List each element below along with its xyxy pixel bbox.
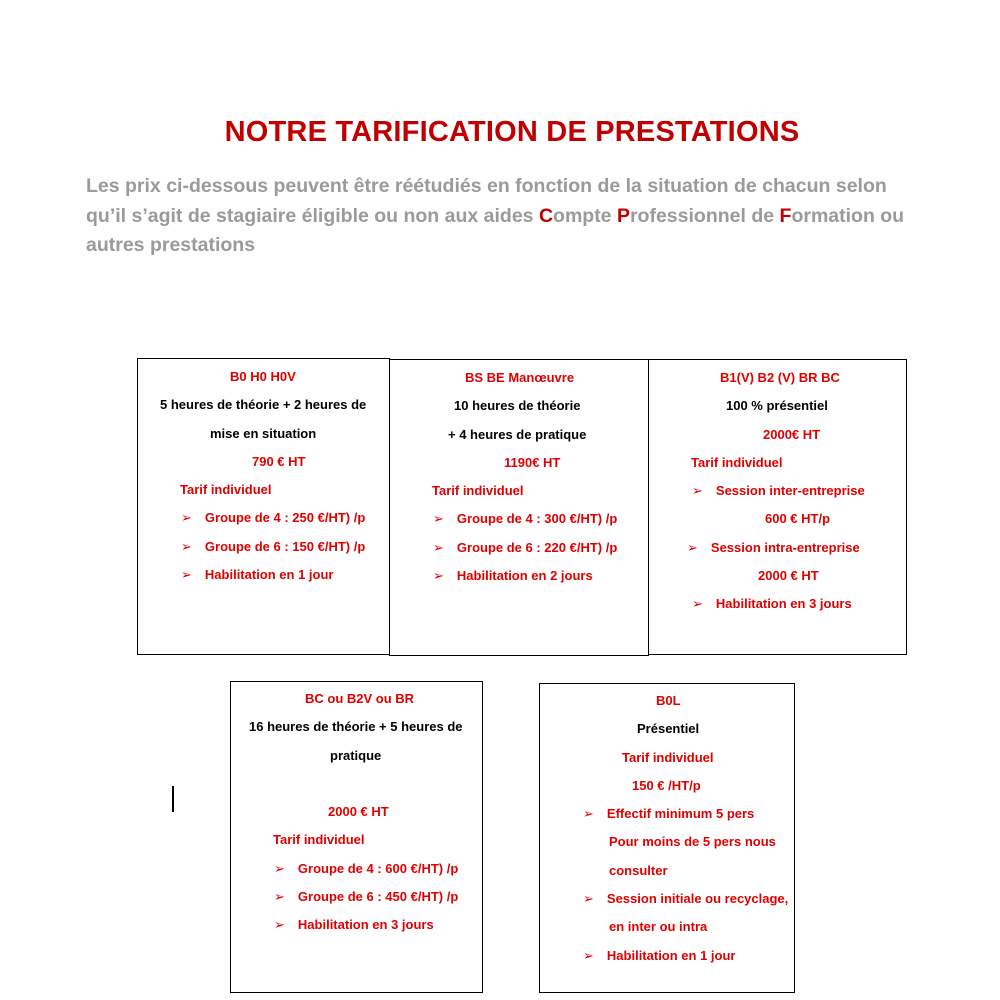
card-tarif-label: Tarif individuel xyxy=(432,483,524,499)
card-price: 150 € /HT/p xyxy=(632,777,701,793)
card-description-2: mise en situation xyxy=(210,425,317,441)
card-intra-price: 2000 € HT xyxy=(758,568,819,584)
card-description-2: + 4 heures de pratique xyxy=(448,426,587,442)
card-description-2: pratique xyxy=(330,747,382,763)
list-item: ➢ Habilitation en 3 jours xyxy=(649,590,906,618)
list-item: ➢ Groupe de 4 : 250 €/HT) /p xyxy=(138,504,389,532)
list-item: ➢ Groupe de 6 : 450 €/HT) /p xyxy=(231,883,482,911)
arrow-bullet-icon: ➢ xyxy=(433,511,444,527)
card-description: 100 % présentiel xyxy=(726,398,828,414)
card-description: 16 heures de théorie + 5 heures de xyxy=(249,719,463,735)
page-title: NOTRE TARIFICATION DE PRESTATIONS xyxy=(224,116,800,148)
list-item-continuation: consulter xyxy=(609,862,668,878)
list-item: ➢ Session initiale ou recyclage, xyxy=(540,885,794,913)
intro-text: Les prix ci-dessous peuvent être réétudiés en fonction de la situation de chacun selon qu’il s’agit de stagiaire éligible ou non aux aides xyxy=(86,175,887,227)
card-tarif-label: Tarif individuel xyxy=(180,482,272,498)
arrow-bullet-icon: ➢ xyxy=(433,568,444,584)
list-item: ➢ Habilitation en 1 jour xyxy=(540,942,794,970)
list-item-continuation: Pour moins de 5 pers nous xyxy=(609,834,776,850)
arrow-bullet-icon: ➢ xyxy=(583,891,594,907)
pricing-card-b1-b2-br-bc xyxy=(648,359,907,655)
pricing-card-b0-h0-h0v xyxy=(137,358,390,655)
card-tarif-label: Tarif individuel xyxy=(273,832,365,848)
arrow-bullet-icon: ➢ xyxy=(583,947,594,963)
card-description: Présentiel xyxy=(637,721,700,737)
arrow-bullet-icon: ➢ xyxy=(274,860,285,876)
card-description: 10 heures de théorie xyxy=(454,398,581,414)
arrow-bullet-icon: ➢ xyxy=(583,806,594,822)
card-title: B1(V) B2 (V) BR BC xyxy=(720,370,840,385)
intro-word-rofessionnel: rofessionnel de xyxy=(629,204,780,227)
text-cursor xyxy=(172,786,174,812)
card-price: 2000€ HT xyxy=(763,426,821,442)
intro-paragraph xyxy=(86,172,926,261)
list-item-continuation: en inter ou intra xyxy=(609,919,708,935)
pricing-card-b0l xyxy=(539,683,795,993)
blank-line xyxy=(231,770,482,798)
initial-f: F xyxy=(779,204,792,227)
arrow-bullet-icon: ➢ xyxy=(181,510,192,526)
card-tarif-label: Tarif individuel xyxy=(691,454,783,470)
card-title: BS BE Manœuvre xyxy=(465,370,575,385)
pricing-card-bc-b2v-br xyxy=(230,681,483,993)
list-item: ➢ Habilitation en 1 jour xyxy=(138,561,389,589)
arrow-bullet-icon: ➢ xyxy=(692,596,703,612)
arrow-bullet-icon: ➢ xyxy=(181,567,192,583)
card-title: B0 H0 H0V xyxy=(230,369,296,384)
intro-word-ompte: ompte xyxy=(553,204,617,227)
list-item: ➢ Habilitation en 2 jours xyxy=(390,562,648,590)
arrow-bullet-icon: ➢ xyxy=(274,917,285,933)
arrow-bullet-icon: ➢ xyxy=(433,539,444,555)
list-item: ➢ Groupe de 6 : 150 €/HT) /p xyxy=(138,533,389,561)
list-item: ➢ Effectif minimum 5 pers xyxy=(540,800,794,828)
arrow-bullet-icon: ➢ xyxy=(692,483,703,499)
card-price: 1190€ HT xyxy=(504,454,561,470)
list-item: ➢ Groupe de 4 : 300 €/HT) /p xyxy=(390,505,648,533)
arrow-bullet-icon: ➢ xyxy=(181,538,192,554)
card-price: 2000 € HT xyxy=(328,804,389,820)
initial-p: P xyxy=(616,204,630,227)
list-item: ➢ Groupe de 6 : 220 €/HT) /p xyxy=(390,534,648,562)
list-item: ➢ Habilitation en 3 jours xyxy=(231,911,482,939)
card-description: 5 heures de théorie + 2 heures de xyxy=(160,397,367,413)
arrow-bullet-icon: ➢ xyxy=(687,539,698,555)
intro-word-ormation: ormation ou autres prestations xyxy=(86,204,905,256)
card-title: B0L xyxy=(656,693,681,708)
pricing-card-bs-be-manoeuvre xyxy=(389,359,649,656)
arrow-bullet-icon: ➢ xyxy=(274,889,285,905)
card-title: BC ou B2V ou BR xyxy=(305,691,415,706)
list-item: ➢ Session inter-entreprise xyxy=(649,477,906,505)
list-item: ➢ Session intra-entreprise xyxy=(649,534,906,562)
initial-c: C xyxy=(538,204,554,227)
card-price: 790 € HT xyxy=(252,453,306,469)
card-tarif-label: Tarif individuel xyxy=(622,749,714,765)
card-inter-price: 600 € HT/p xyxy=(765,511,831,527)
list-item: ➢ Groupe de 4 : 600 €/HT) /p xyxy=(231,855,482,883)
